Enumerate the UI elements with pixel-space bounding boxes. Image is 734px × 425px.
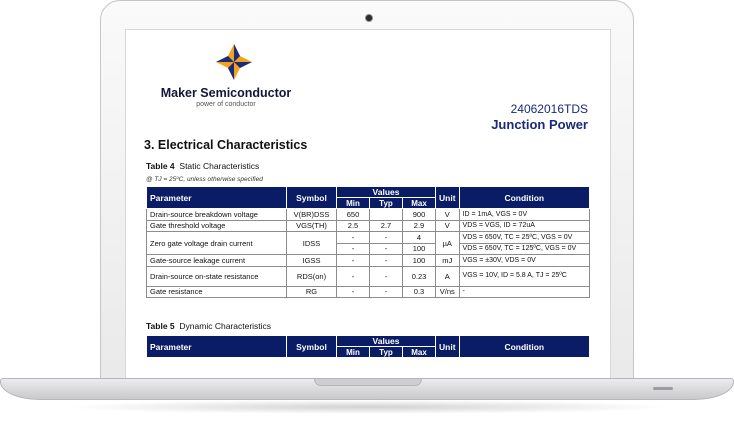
section-heading: 3. Electrical Characteristics [144,138,308,152]
indicator-light [653,387,673,390]
table-row [147,232,590,244]
cell-condition: VDS = VGS, ID = 72uA [459,220,589,232]
cell-min: 650 [337,209,370,221]
static-characteristics-table [146,186,590,298]
cell-typ: - [370,243,403,255]
cell-max: 2.9 [403,220,436,232]
table5-name: Dynamic Characteristics [179,321,272,331]
header-symbol: Symbol [287,336,337,358]
header-unit: Unit [436,187,460,209]
cell-unit: µA [436,232,460,255]
cell-parameter: Gate resistance [147,286,287,298]
header-values: Values [337,187,436,198]
header-unit: Unit [436,336,460,358]
header-min: Min [337,347,370,358]
brand-name: Maker Semiconductor [160,86,292,100]
cell-condition: VDS = 650V, TC = 25ºC, VGS = 0V [459,232,589,244]
header-condition: Condition [459,336,589,358]
table-row [147,266,590,286]
table4-caption [146,161,259,171]
cell-typ: - [370,286,403,298]
header-min: Min [337,198,370,209]
cell-max: 100 [403,243,436,255]
cell-parameter: Drain-source breakdown voltage [147,209,287,221]
laptop-base [0,378,734,400]
cell-min: - [337,286,370,298]
laptop-shadow [60,400,674,414]
table5-label: Table 5 [146,321,175,331]
cell-condition: - [459,286,589,298]
table5-caption [146,321,271,331]
cell-unit: V/ns [436,286,460,298]
cell-min: - [337,243,370,255]
cell-typ: - [370,232,403,244]
cell-symbol: RG [287,286,337,298]
header-max: Max [403,347,436,358]
cell-min: - [337,232,370,244]
cell-parameter: Drain-source on-state resistance [147,266,287,286]
cell-max: 0.23 [403,266,436,286]
laptop-notch [314,379,422,386]
cell-condition: VGS = ±30V, VDS = 0V [459,255,589,267]
camera-icon [365,14,373,22]
cell-typ: - [370,255,403,267]
cell-min: - [337,266,370,286]
cell-max: 100 [403,255,436,267]
brand-tagline: power of conductor [196,101,256,108]
cell-typ: 2.7 [370,220,403,232]
cell-unit: mJ [436,255,460,267]
cell-unit: V [436,209,460,221]
table-row [147,220,590,232]
cell-condition: ID = 1mA, VGS = 0V [459,209,589,221]
cell-parameter: Gate-source leakage current [147,255,287,267]
header-parameter: Parameter [147,336,287,358]
table4-name: Static Characteristics [179,161,260,171]
cell-symbol: V(BR)DSS [287,209,337,221]
table-row [147,255,590,267]
cell-min: 2.5 [337,220,370,232]
document-title: Junction Power [491,117,588,132]
table-row [147,209,590,221]
header-parameter: Parameter [147,187,287,209]
table4-condition: @ TJ = 25ºC, unless otherwise specified [146,176,263,183]
header-values: Values [337,336,436,347]
header-typ: Typ [370,347,403,358]
cell-parameter: Gate threshold voltage [147,220,287,232]
cell-max: 900 [403,209,436,221]
cell-symbol: VGS(TH) [287,220,337,232]
header-condition: Condition [459,187,589,209]
maker-logo-icon [214,42,254,82]
cell-symbol: IGSS [287,255,337,267]
header-max: Max [403,198,436,209]
cell-max: 4 [403,232,436,244]
dynamic-characteristics-table [146,335,590,358]
laptop-screen [125,29,611,380]
laptop-lid [100,0,634,392]
cell-min: - [337,255,370,267]
cell-unit: A [436,266,460,286]
cell-unit: V [436,220,460,232]
cell-parameter: Zero gate voltage drain current [147,232,287,255]
cell-condition: VDS = 650V, TC = 125ºC, VGS = 0V [459,243,589,255]
table4-label: Table 4 [146,161,175,171]
header-symbol: Symbol [287,187,337,209]
document-number: 24062016TDS [510,102,588,116]
cell-symbol: IDSS [287,232,337,255]
header-typ: Typ [370,198,403,209]
table-row [147,286,590,298]
cell-typ: - [370,266,403,286]
cell-typ [370,209,403,221]
cell-symbol: RDS(on) [287,266,337,286]
cell-max: 0.3 [403,286,436,298]
cell-condition: VGS = 10V, ID = 5.8 A, TJ = 25ºC [459,266,589,286]
